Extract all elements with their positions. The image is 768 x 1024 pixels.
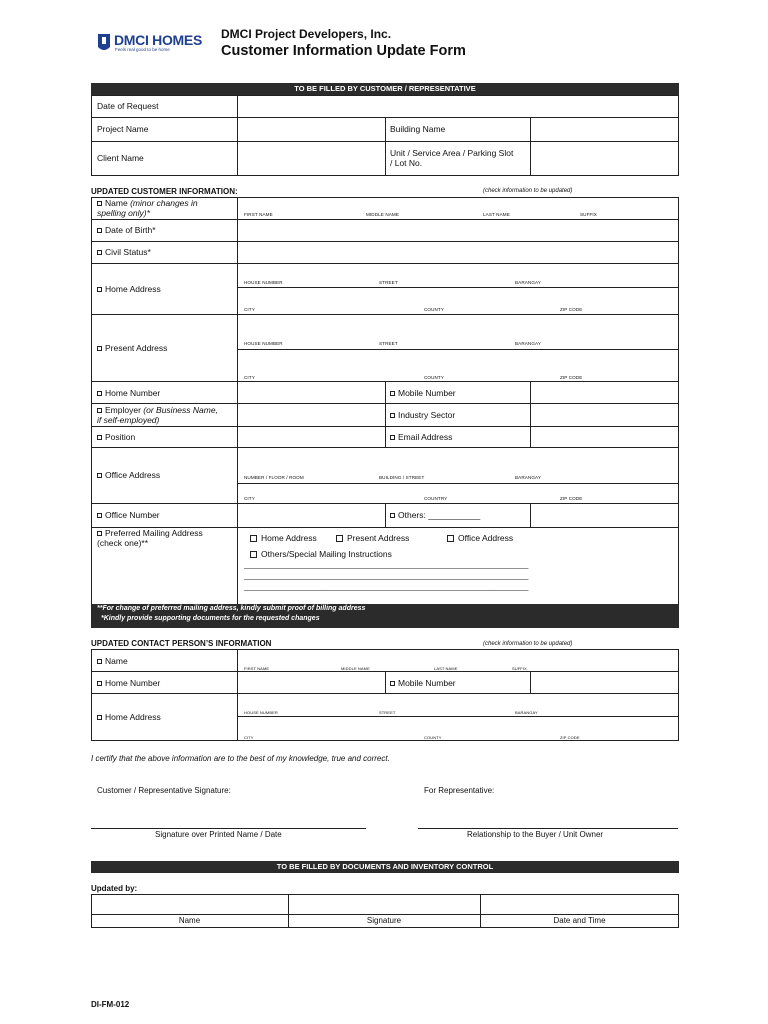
- industry-sector-checkbox[interactable]: [390, 413, 395, 418]
- home-address-label: Home Address: [97, 284, 161, 294]
- sub-middle-name: MIDDLE NAME: [366, 212, 400, 217]
- signature-line[interactable]: [91, 828, 366, 829]
- unit-label-line2: / Lot No.: [390, 158, 423, 168]
- docs-section-header: TO BE FILLED BY DOCUMENTS AND INVENTORY CONTROL: [91, 861, 679, 873]
- contact-sub-zip: ZIP CODE: [560, 735, 580, 740]
- home-number-label: Home Number: [97, 388, 160, 398]
- contact-mobile-number-checkbox[interactable]: [390, 681, 395, 686]
- mailing-line-1[interactable]: ______________________________________________________________________________: [244, 562, 529, 569]
- contact-sub-middle: MIDDLE NAME: [341, 666, 370, 671]
- present-address-checkbox[interactable]: [97, 346, 102, 351]
- preferred-mailing-checkbox[interactable]: [97, 531, 102, 536]
- office-address-label: Office Address: [97, 470, 160, 480]
- docs-datetime-field[interactable]: [481, 895, 678, 914]
- mailing-line-2[interactable]: ______________________________________________________________________________: [244, 573, 529, 580]
- sub-city: CITY: [244, 496, 255, 501]
- company-name: DMCI Project Developers, Inc.: [221, 27, 392, 41]
- contact-sub-county: COUNTY: [424, 735, 442, 740]
- employer-checkbox[interactable]: [97, 408, 102, 413]
- updated-by-label: Updated by:: [91, 884, 138, 893]
- office-number-label: Office Number: [97, 510, 160, 520]
- option-office-checkbox[interactable]: [447, 535, 454, 542]
- client-name-label: Client Name: [97, 153, 144, 163]
- docs-signature-field[interactable]: [289, 895, 479, 914]
- contact-check-note: (check information to be updated): [483, 641, 573, 647]
- sub-zip: ZIP CODE: [560, 307, 583, 312]
- building-name-field[interactable]: [531, 118, 678, 141]
- mobile-number-label: Mobile Number: [390, 388, 456, 398]
- others-label: Others: ___________: [390, 510, 480, 520]
- sub-city: CITY: [244, 375, 255, 380]
- office-address-checkbox[interactable]: [97, 473, 102, 478]
- employer-label: Employer (or Business Name, if self-employed): [97, 405, 218, 425]
- office-number-checkbox[interactable]: [97, 513, 102, 518]
- sub-barangay: BARANGAY: [515, 280, 541, 285]
- certification-statement: I certify that the above information are to the best of my knowledge, true and correct.: [91, 754, 390, 763]
- position-checkbox[interactable]: [97, 435, 102, 440]
- project-name-label: Project Name: [97, 124, 149, 134]
- unit-label-line1: Unit / Service Area / Parking Slot: [390, 148, 514, 158]
- contact-sub-city: CITY: [244, 735, 254, 740]
- contact-name-label: Name: [97, 656, 128, 666]
- dob-field[interactable]: [238, 220, 678, 241]
- home-number-checkbox[interactable]: [97, 391, 102, 396]
- contact-info-heading: UPDATED CONTACT PERSON’S INFORMATION: [91, 639, 272, 648]
- footnote-documents: *Kindly provide supporting documents for the requested changes: [101, 615, 320, 622]
- contact-mobile-number-label: Mobile Number: [390, 678, 456, 688]
- docs-col-signature: Signature: [366, 916, 402, 925]
- sub-street: STREET: [379, 341, 398, 346]
- sub-zip: ZIP CODE: [560, 496, 583, 501]
- contact-home-number-label: Home Number: [97, 678, 160, 688]
- sub-suffix: SUFFIX: [580, 212, 597, 217]
- option-office-address[interactable]: Office Address: [447, 533, 513, 543]
- industry-sector-label: Industry Sector: [390, 410, 455, 420]
- option-others-checkbox[interactable]: [250, 551, 257, 558]
- form-title: Customer Information Update Form: [221, 43, 466, 59]
- docs-col-name: Name: [178, 916, 201, 925]
- sub-zip: ZIP CODE: [560, 375, 583, 380]
- sub-county: COUNTY: [424, 307, 444, 312]
- unit-field[interactable]: [531, 142, 678, 175]
- signature-label: Customer / Representative Signature:: [97, 786, 231, 795]
- updated-info-heading: UPDATED CUSTOMER INFORMATION:: [91, 187, 238, 196]
- logo-text: DMCI HOMES: [114, 32, 203, 48]
- option-present-checkbox[interactable]: [336, 535, 343, 542]
- others-checkbox[interactable]: [390, 513, 395, 518]
- date-of-request-label: Date of Request: [97, 101, 159, 111]
- customer-section-header: TO BE FILLED BY CUSTOMER / REPRESENTATIVE: [91, 83, 679, 95]
- sub-city: CITY: [244, 307, 255, 312]
- dob-label: Date of Birth*: [97, 225, 156, 235]
- sub-house-number: HOUSE NUMBER: [244, 341, 283, 346]
- dob-checkbox[interactable]: [97, 228, 102, 233]
- docs-col-datetime: Date and Time: [553, 916, 606, 925]
- sub-building-street: BUILDING / STREET: [379, 475, 425, 480]
- client-name-field[interactable]: [238, 142, 384, 175]
- name-checkbox[interactable]: [97, 201, 102, 206]
- preferred-mailing-label: Preferred Mailing Address (check one)**: [97, 528, 203, 548]
- contact-home-number-checkbox[interactable]: [97, 681, 102, 686]
- contact-home-address-label: Home Address: [97, 712, 161, 722]
- footnote-mailing: **For change of preferred mailing address, kindly submit proof of billing address: [97, 605, 366, 612]
- mailing-line-3[interactable]: ______________________________________________________________________________: [244, 584, 529, 591]
- sub-barangay: BARANGAY: [515, 475, 541, 480]
- sub-country: COUNTRY: [424, 496, 448, 501]
- sub-county: COUNTY: [424, 375, 444, 380]
- contact-sub-last: LAST NAME: [434, 666, 458, 671]
- position-label: Position: [97, 432, 135, 442]
- contact-name-checkbox[interactable]: [97, 659, 102, 664]
- contact-sub-street: STREET: [379, 710, 396, 715]
- building-name-label: Building Name: [390, 124, 446, 134]
- sub-number-floor: NUMBER / FLOOR / ROOM: [244, 475, 304, 480]
- contact-table: [91, 649, 679, 741]
- email-checkbox[interactable]: [390, 435, 395, 440]
- sub-first-name: FIRST NAME: [244, 212, 273, 217]
- contact-sub-barangay: BARANGAY: [515, 710, 538, 715]
- present-address-label: Present Address: [97, 343, 167, 353]
- civil-status-checkbox[interactable]: [97, 250, 102, 255]
- docs-name-field[interactable]: [92, 895, 287, 914]
- option-home-address[interactable]: Home Address: [250, 533, 317, 543]
- project-name-field[interactable]: [238, 118, 384, 141]
- signature-caption: Signature over Printed Name / Date: [155, 830, 282, 839]
- option-present-address[interactable]: Present Address: [336, 533, 409, 543]
- contact-home-address-checkbox[interactable]: [97, 715, 102, 720]
- civil-status-field[interactable]: [238, 242, 678, 263]
- mobile-number-checkbox[interactable]: [390, 391, 395, 396]
- relationship-caption: Relationship to the Buyer / Unit Owner: [467, 830, 604, 839]
- sub-barangay: BARANGAY: [515, 341, 541, 346]
- check-note: (check information to be updated): [483, 188, 573, 194]
- sub-street: STREET: [379, 280, 398, 285]
- company-logo: [96, 33, 214, 55]
- home-address-checkbox[interactable]: [97, 287, 102, 292]
- logo-tagline: Feels real good to be home: [115, 47, 170, 52]
- representative-label: For Representative:: [424, 786, 495, 795]
- contact-sub-house: HOUSE NUMBER: [244, 710, 278, 715]
- form-code: DI-FM-012: [91, 1000, 130, 1009]
- contact-sub-suffix: SUFFIX: [512, 666, 527, 671]
- option-home-checkbox[interactable]: [250, 535, 257, 542]
- option-others-mailing[interactable]: Others/Special Mailing Instructions: [250, 549, 392, 559]
- date-of-request-field[interactable]: [238, 96, 678, 117]
- sub-house-number: HOUSE NUMBER: [244, 280, 283, 285]
- sub-last-name: LAST NAME: [483, 212, 510, 217]
- email-label: Email Address: [390, 432, 452, 442]
- name-label: Name (minor changes in spelling only)*: [97, 198, 198, 218]
- relationship-line[interactable]: [418, 828, 678, 829]
- contact-sub-first: FIRST NAME: [244, 666, 270, 671]
- civil-status-label: Civil Status*: [97, 247, 151, 257]
